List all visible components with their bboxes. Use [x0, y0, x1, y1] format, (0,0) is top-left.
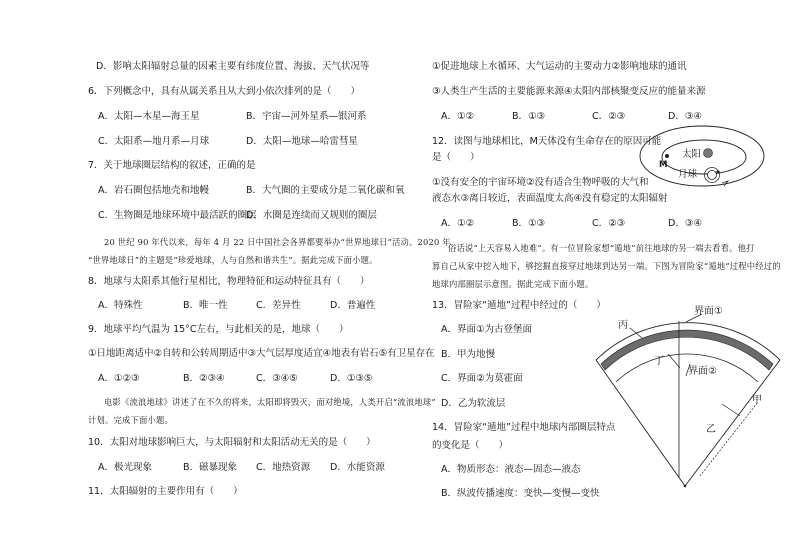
q8-option-b: B．唯一性 — [183, 300, 228, 311]
q11-stem: 11．太阳辐射的主要作用有（ ） — [88, 486, 243, 497]
m-label: M — [659, 160, 668, 170]
q12-line3: ①没有安全的宇宙环境②没有适合生物呼吸的大气和 — [432, 177, 649, 188]
q13-option-c: C．界面②为莫霍面 — [441, 373, 523, 384]
q12-line1: 12．读图与地球相比，M天体没有生命存在的原因可能 — [432, 136, 662, 147]
inner-orbit — [662, 140, 746, 174]
q11-line1: ①促进地球上水循环、大气运动的主要动力②影响地球的通讯 — [432, 61, 687, 72]
q10-option-b: B．磁暴现象 — [183, 462, 238, 473]
jia-bracket — [722, 404, 740, 416]
q7-stem: 7．关于地球圈层结构的叙述，正确的是 — [88, 160, 256, 171]
q13-option-d: D．乙为软流层 — [441, 398, 506, 409]
q7-option-a: A．岩石圈包括地壳和地幔 — [98, 185, 209, 196]
sector-right-edge — [685, 360, 780, 486]
ding-pointer — [668, 354, 680, 368]
q9-option-b: B．②③④ — [183, 373, 225, 384]
interface-1-label: 界面① — [694, 306, 723, 317]
interface-2-arc — [616, 354, 758, 382]
q6-option-d: D．太阳—地球—哈雷彗星 — [246, 136, 358, 147]
sun-icon — [704, 149, 713, 158]
q6-option-c: C．太阳系—地月系—月球 — [98, 136, 210, 147]
q13-option-a: A．界面①为古登堡面 — [441, 324, 533, 335]
q11-line2: ③人类生产生活的主要能源来源④太阳内部核聚变反应的能量来源 — [432, 86, 706, 97]
solar-orbit-diagram — [634, 120, 770, 198]
yi-dimension-line — [700, 402, 758, 476]
moon-label: 月球 — [678, 169, 698, 180]
q8-option-a: A．特殊性 — [98, 300, 143, 311]
q10-option-d: D．水能资源 — [330, 462, 385, 473]
q9-option-a: A．①②③ — [98, 373, 140, 384]
q14-option-a: A．物质形态：液态—固态—液态 — [441, 464, 581, 475]
q14-option-b: B．纵波传播速度：变快—变慢—变快 — [441, 488, 600, 499]
q11-option-d: D．③④ — [668, 111, 702, 122]
q14-line2: 的变化是（ ） — [432, 440, 509, 451]
q10-option-a: A．极光现象 — [98, 462, 152, 473]
q10-stem: 10．太阳对地球影响巨大，与太阳辐射和太阳活动无关的是（ ） — [88, 437, 376, 448]
q11-option-a: A．①② — [441, 111, 475, 122]
q12-option-b: B．①③ — [512, 218, 546, 229]
passage1-line1: 20 世纪 90 年代以来，每年 4 月 22 日中国社会各界都要举办“世界地球日”活动。2020 年 — [104, 237, 451, 247]
sun-label: 太阳 — [682, 149, 702, 160]
q6-option-b: B．宇宙—河外星系—银河系 — [246, 111, 367, 122]
passage3-line1: 俗话说“上天容易入地难”。有一位冒险家想“遁地”前往地球的另一端去看看。他打 — [448, 243, 755, 253]
yi-label: 乙 — [706, 424, 716, 435]
q12-option-a: A．①② — [441, 218, 475, 229]
moon-icon — [716, 170, 719, 173]
q8-option-d: D．普遍性 — [330, 300, 376, 311]
q6-stem: 6．下列概念中，具有从属关系且从大到小依次排列的是（ ） — [88, 86, 361, 97]
passage3-line3: 地球内部圈层示意图。据此完成下面小题。 — [432, 279, 594, 289]
q10-option-c: C．地热资源 — [256, 462, 311, 473]
q9-items: ①日地距离适中②自转和公转周期适中③大气层厚度适宜④地表有岩石⑤有卫星存在 — [88, 348, 435, 359]
q7-option-c: C．生物圈是地球环境中最活跃的圈层 — [98, 210, 257, 221]
q12-line2: 是（ ） — [432, 152, 480, 163]
q12-option-c: C．②③ — [592, 218, 626, 229]
bing-pointer — [630, 328, 642, 338]
q9-option-d: D．①③⑤ — [330, 373, 373, 384]
q8-stem: 8．地球与太阳系其他行星相比，物理特征和运动特征具有（ ） — [88, 276, 370, 287]
passage2-line1: 电影《流浪地球》讲述了在不久的将来，太阳即将毁灭，面对绝境，人类开启“流浪地球” — [104, 397, 436, 407]
q7-option-b: B．大气圈的主要成分是二氧化碳和氧 — [246, 185, 405, 196]
passage2-line2: 计划。完成下面小题。 — [88, 415, 173, 425]
earth-icon — [708, 171, 717, 180]
q5-option-d: D．影响太阳辐射总量的因素主要有纬度位置、海拔、天气状况等 — [96, 61, 370, 72]
q6-option-a: A．太阳—木星—海王星 — [98, 111, 200, 122]
q11-option-c: C．②③ — [592, 111, 626, 122]
q11-option-b: B．①③ — [512, 111, 546, 122]
passage3-line2: 算自己从家中挖入地下，够挖掘直接穿过地球到达另一端。下图为冒险家“遁地”过程中经过的 — [432, 261, 781, 271]
jia-label: 甲 — [752, 395, 762, 406]
center-dot — [684, 485, 687, 488]
q13-stem: 13．冒险家“遁地”过程中经过的（ ） — [432, 300, 606, 311]
q12-option-d: D．③④ — [668, 218, 702, 229]
sector-left-edge — [596, 360, 685, 486]
q12-line4: 液态水③离日较近，表面温度太高④没有稳定的太阳辐射 — [432, 193, 668, 204]
bing-label: 丙 — [618, 320, 628, 331]
outer-orbit — [640, 126, 764, 186]
q9-option-c: C．③④⑤ — [256, 373, 298, 384]
mantle-band — [601, 330, 773, 370]
passage1-line2: “世界地球日”的主题是“珍爱地球，人与自然和谐共生”。据此完成下面小题。 — [88, 255, 378, 265]
q9-stem: 9．地球平均气温为 15°C左右，与此相关的是，地球（ ） — [88, 324, 349, 335]
q13-option-b: B．甲为地慢 — [441, 349, 496, 360]
earth-layers-diagram — [590, 300, 782, 490]
q14-line1: 14．冒险家“遁地”过程中地球内部圈层特点 — [432, 422, 616, 433]
q7-option-d: D．水圈是连续而又规则的圈层 — [246, 210, 377, 221]
m-body-icon — [665, 154, 669, 158]
q8-option-c: C．差异性 — [256, 300, 301, 311]
ding-label: 丁 — [654, 356, 664, 367]
interface-2-label: 界面② — [688, 366, 717, 377]
